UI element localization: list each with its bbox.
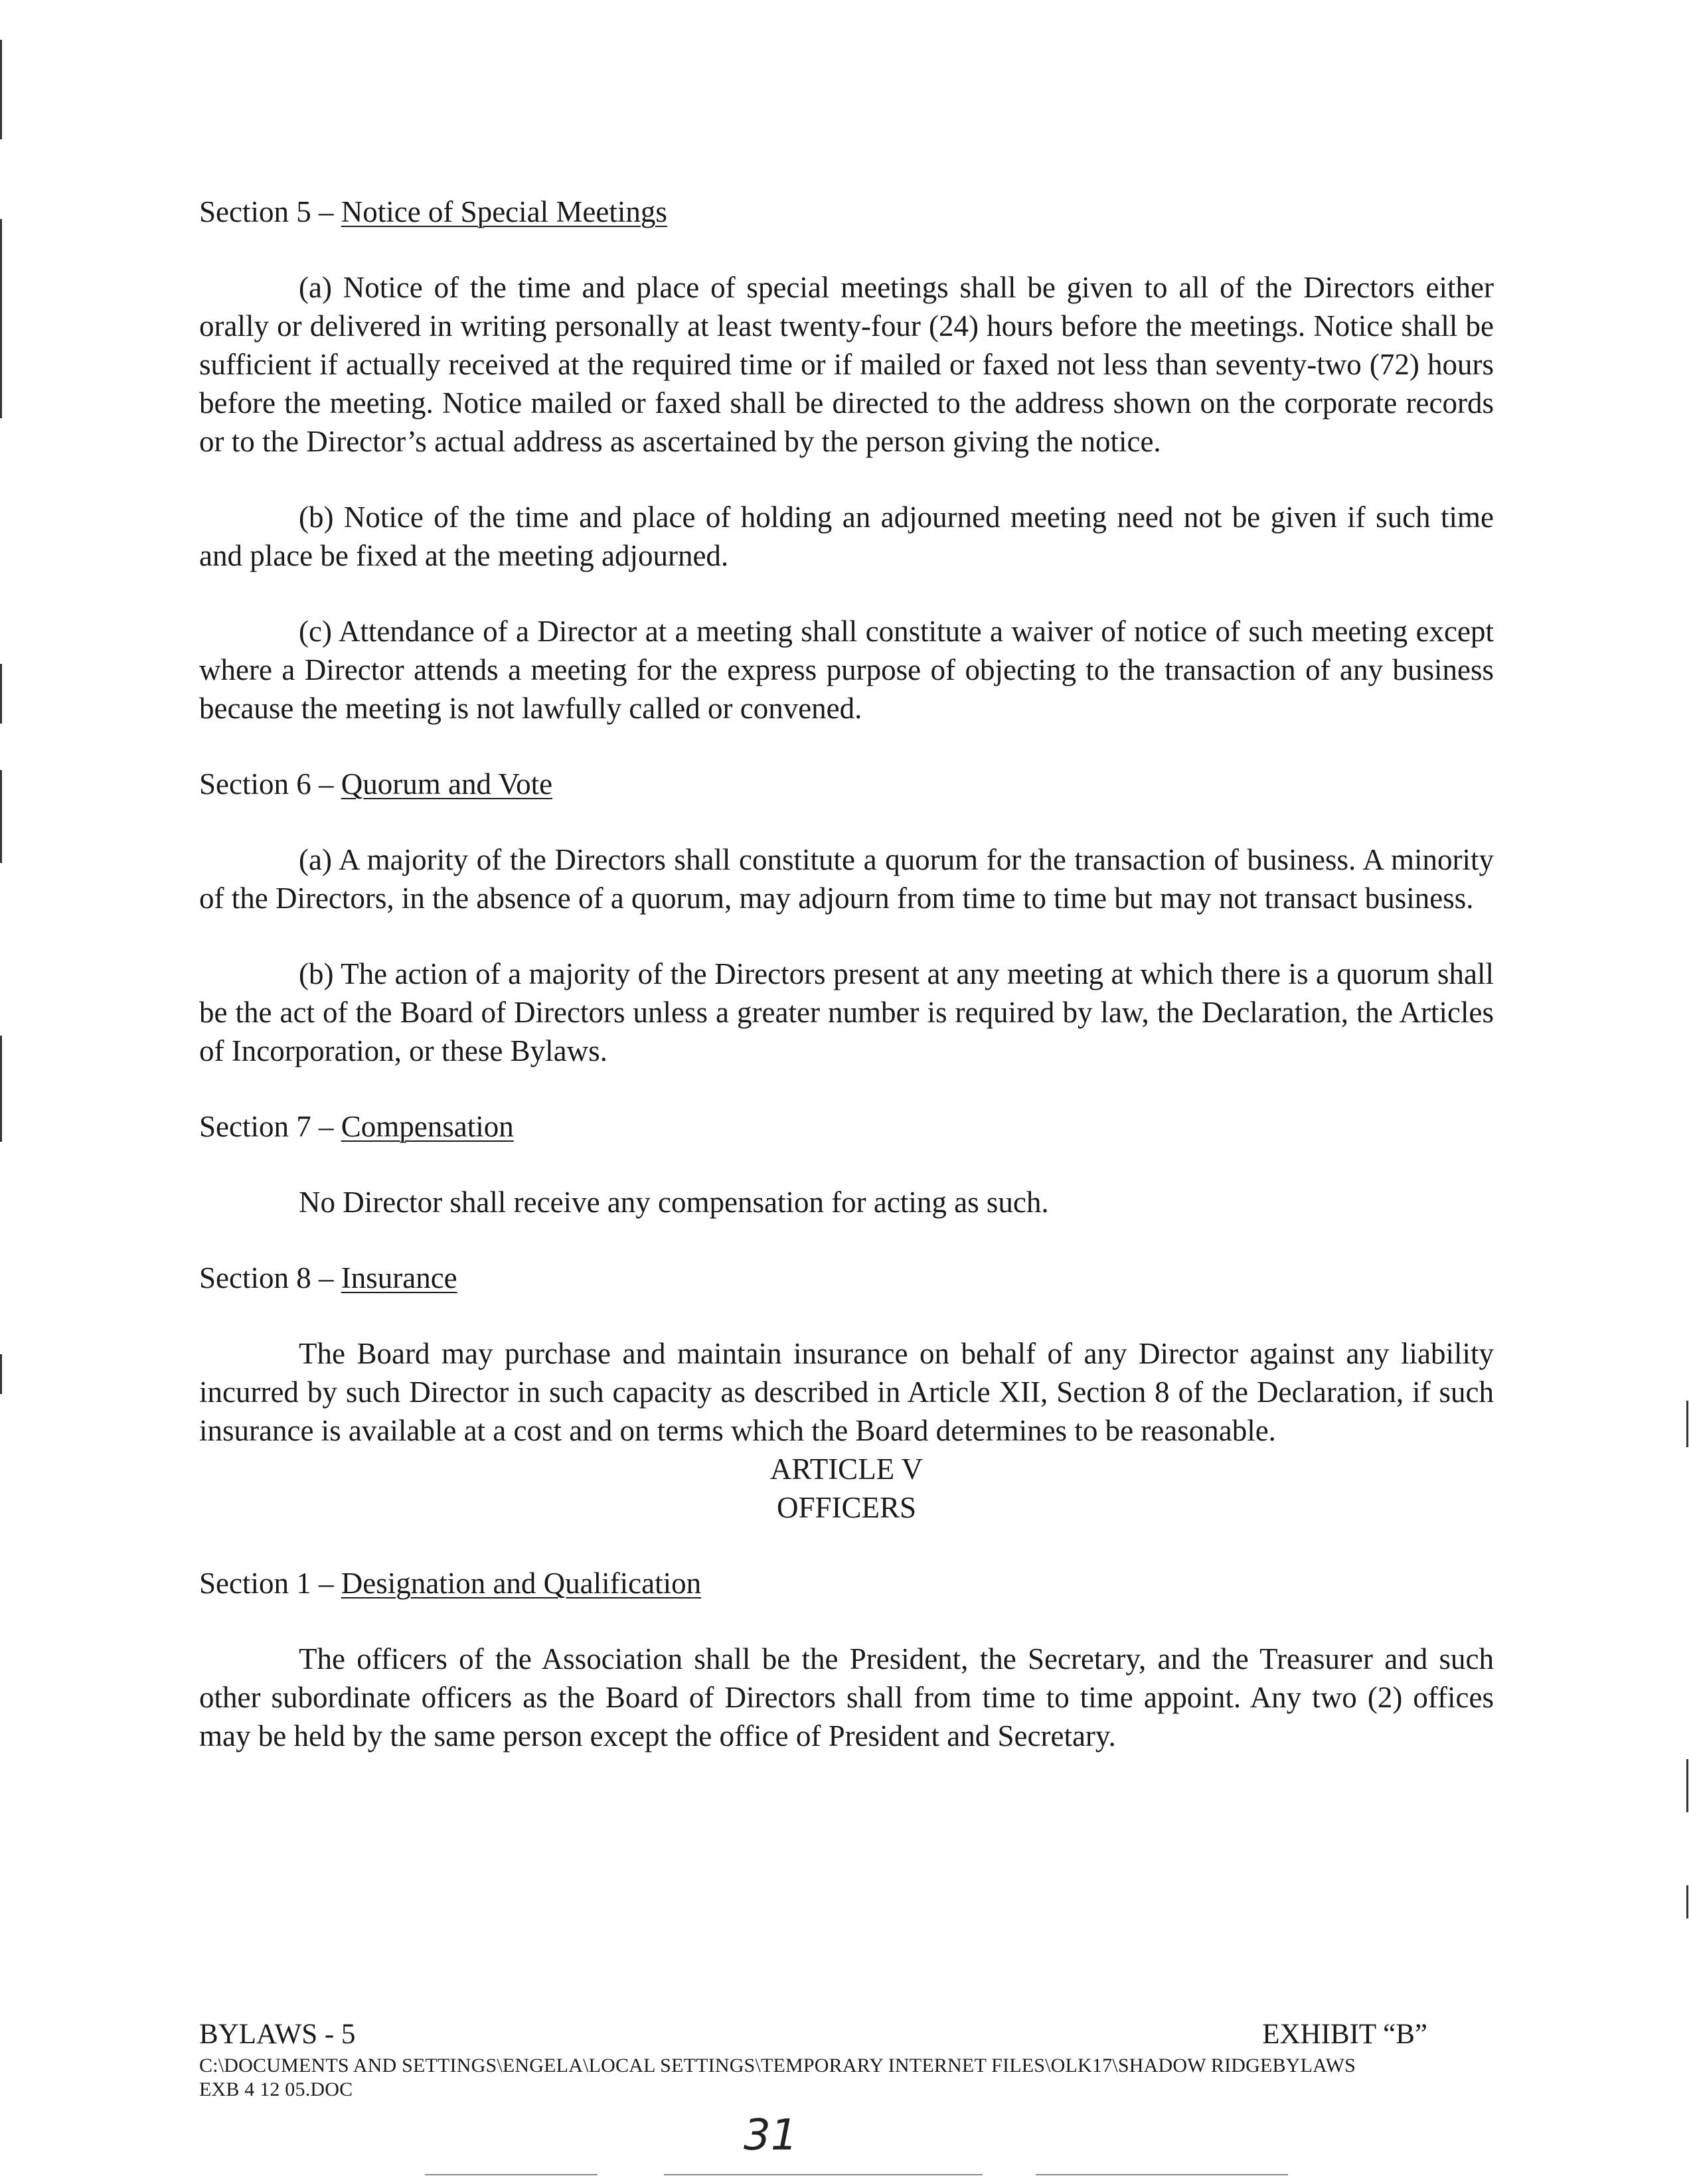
scan-edge-mark: [0, 40, 2, 139]
scan-edge-mark: [1686, 1885, 1688, 1918]
paragraph: (c) Attendance of a Director at a meeting shall constitute a waiver of notice of such meeting except where a Director attends a meeting for the express purpose of objecting to the transaction of any business because the meeting is not lawfully called or convened.: [199, 615, 1494, 725]
footer-path-line: EXB 4 12 05.DOC: [199, 2078, 353, 2100]
section-heading: [199, 193, 1494, 231]
footer-row: [199, 2018, 1494, 2051]
page-footer: [199, 2018, 1494, 2102]
scan-bottom-rule: [1036, 2174, 1288, 2175]
paragraph: No Director shall receive any compensation for acting as such.: [299, 1186, 1049, 1219]
document-body: [199, 193, 1494, 1792]
scan-edge-mark: [0, 219, 2, 418]
article-name: OFFICERS: [776, 1491, 917, 1524]
footer-path-line: C:\DOCUMENTS AND SETTINGS\ENGELA\LOCAL SETTINGS\TEMPORARY INTERNET FILES\OLK17\SHADOW RIDGEBYLAWS: [199, 2055, 1356, 2076]
section-title: Quorum and Vote: [341, 767, 553, 801]
section-heading: [199, 1564, 1494, 1602]
handwritten-page-number: 31: [744, 2111, 798, 2160]
scan-edge-mark: [1686, 1759, 1688, 1812]
scan-edge-mark: [0, 664, 2, 724]
paragraph: The officers of the Association shall be the President, the Secretary, and the Treasurer and such other subordinate officers as the Board of Directors shall from time to time appoint. Any two (2) offices may be held by the same person except the office of President and Secretary.: [199, 1642, 1494, 1753]
section-title: Designation and Qualification: [341, 1567, 702, 1600]
paragraph: (b) The action of a majority of the Directors present at any meeting at which there is a quorum shall be the act of the Board of Directors unless a greater number is required by law, the Declaration, the Articles of Incorporation, or these Bylaws.: [199, 957, 1494, 1067]
section-heading: [199, 1107, 1494, 1146]
section-title: Notice of Special Meetings: [341, 195, 667, 228]
paragraph: (b) Notice of the time and place of holding an adjourned meeting need not be given if such time and place be fixed at the meeting adjourned.: [199, 501, 1494, 572]
paragraph: (a) Notice of the time and place of special meetings shall be given to all of the Directors either orally or delivered in writing personally at least twenty-four (24) hours before the meetings. Notice shall be sufficient if actually received at the required time or if mailed or faxed not less than seventy-two (72) hours before the meeting. Notice mailed or faxed shall be directed to the address shown on the corporate records or to the Director’s actual address as ascertained by the person giving the notice.: [199, 271, 1494, 458]
section-title: Compensation: [341, 1110, 514, 1143]
section-label: Section 1 –: [199, 1567, 341, 1600]
section-label: Section 7 –: [199, 1110, 341, 1143]
footer-exhibit-label: EXHIBIT “B”: [1262, 2019, 1427, 2050]
section-heading: [199, 1259, 1494, 1297]
scan-edge-mark: [0, 1036, 2, 1142]
paragraph: (a) A majority of the Directors shall constitute a quorum for the transaction of business. A minority of the Directors, in the absence of a quorum, may adjourn from time to time but may not transact business.: [199, 843, 1494, 915]
scan-bottom-rule: [425, 2174, 598, 2175]
paragraph: The Board may purchase and maintain insurance on behalf of any Director against any liability incurred by such Director in such capacity as described in Article XII, Section 8 of the Declaration, if such insurance is available at a cost and on terms which the Board determines to be reasonable.: [199, 1337, 1494, 1447]
footer-file-path: [199, 2054, 1494, 2102]
section-label: Section 6 –: [199, 767, 341, 801]
article-heading: [199, 1450, 1494, 1527]
scan-edge-mark: [1686, 1401, 1688, 1447]
article-number: ARTICLE V: [769, 1452, 924, 1486]
scan-bottom-rule: [664, 2174, 983, 2175]
scan-edge-mark: [0, 770, 2, 863]
section-heading: [199, 765, 1494, 803]
section-title: Insurance: [341, 1261, 457, 1294]
scan-edge-mark: [0, 1354, 2, 1394]
footer-doc-label: BYLAWS - 5: [199, 2019, 356, 2050]
section-label: Section 8 –: [199, 1261, 341, 1294]
section-label: Section 5 –: [199, 195, 341, 228]
